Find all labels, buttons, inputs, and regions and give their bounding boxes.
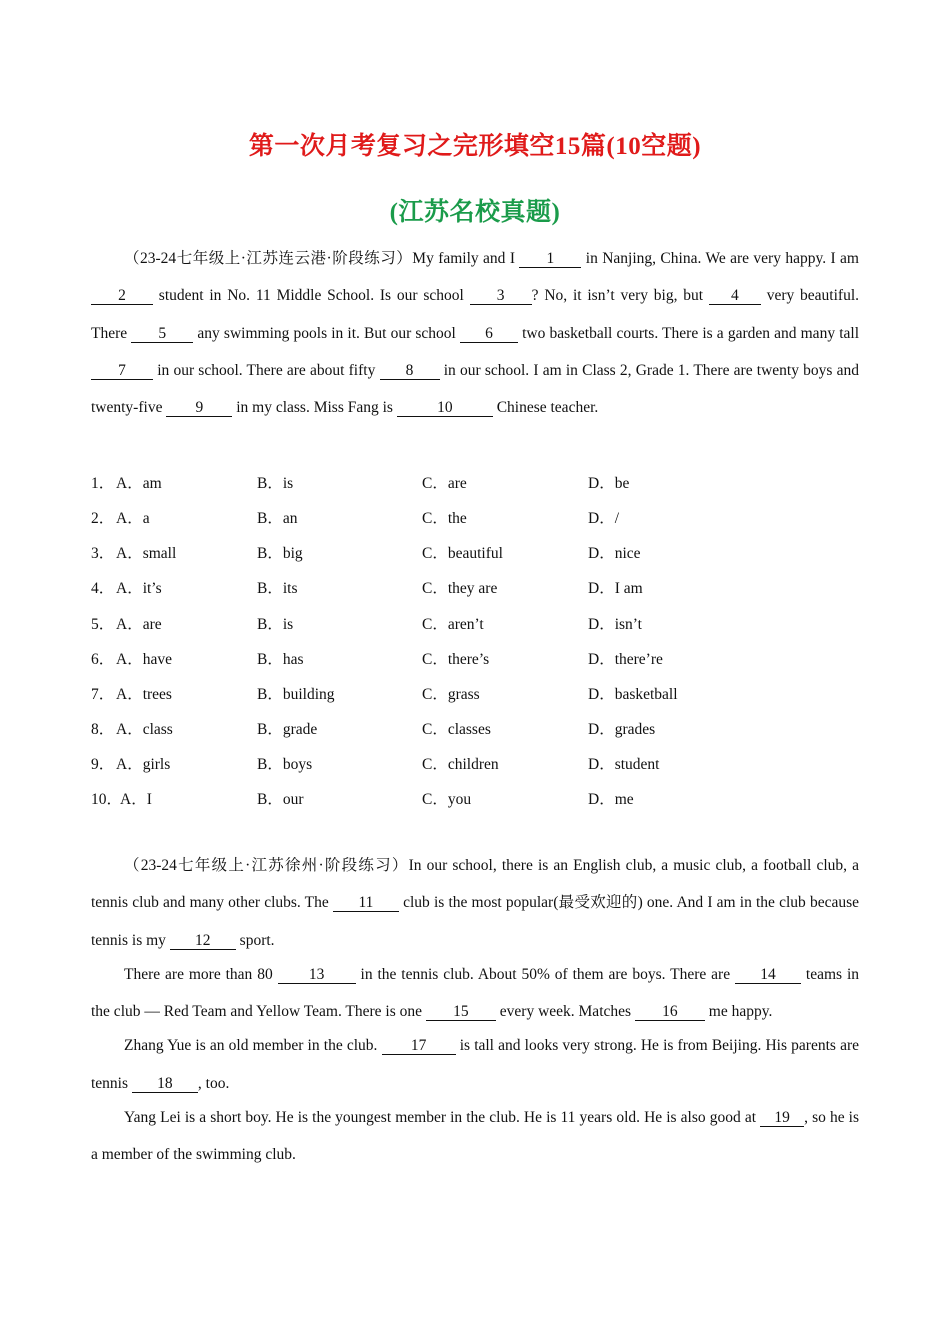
option-d[interactable]: D．nice [588,545,641,562]
option-a[interactable]: A．have [116,651,172,668]
option-a[interactable]: A．trees [116,686,172,703]
option-b[interactable]: B．building [257,686,335,703]
blank-13: 13 [278,966,356,984]
blank-11: 11 [333,894,399,912]
question-row: 3． A．small B．big C．beautiful D．nice [91,541,871,563]
option-b[interactable]: B．is [257,616,294,633]
blank-6: 6 [460,325,518,343]
option-b[interactable]: B．grade [257,721,318,738]
option-d[interactable]: D．be [588,475,630,492]
passage-2-paragraph: Yang Lei is a short boy. He is the youngest member in the club. He is 11 years old. He is also good at 19 , so he is a member of the swimming club. [91,1109,860,1164]
option-d[interactable]: D．me [588,791,634,808]
option-b[interactable]: B．an [257,510,298,527]
blank-9: 9 [166,399,232,417]
option-d[interactable]: D．basketball [588,686,678,703]
blank-5: 5 [131,325,193,343]
option-b[interactable]: B．big [257,545,303,562]
question-row: 10． A．I B．our C．you D．me [91,787,871,809]
option-c[interactable]: C．they are [422,580,498,597]
question-row: 9． A．girls B．boys C．children D．student [91,752,871,774]
option-a[interactable]: A．small [116,545,177,562]
question-row: 2． A．a B．an C．the D．/ [91,506,871,528]
passage-2 [91,847,859,1174]
option-a[interactable]: A．class [116,721,173,738]
blank-18: 18 [132,1075,198,1093]
option-c[interactable]: C．there’s [422,651,490,668]
option-a[interactable]: A．a [116,510,150,527]
option-b[interactable]: B．our [257,791,304,808]
option-c[interactable]: C．classes [422,721,491,738]
page-subtitle: (江苏名校真题) [389,199,561,226]
blank-16: 16 [635,1003,705,1021]
option-b[interactable]: B．has [257,651,304,668]
blank-17: 17 [382,1037,456,1055]
option-d[interactable]: D．/ [588,510,620,527]
question-row: 6． A．have B．has C．there’s D．there’re [91,647,871,669]
option-a[interactable]: A．it’s [116,580,162,597]
passage-2-paragraph: Zhang Yue is an old member in the club. 17 is tall and looks very strong. He is from Beijing. His parents are tennis 18 , too. [91,1037,859,1092]
option-d[interactable]: D．I am [588,580,643,597]
option-b[interactable]: B．boys [257,756,313,773]
option-a[interactable]: A．girls [116,756,171,773]
option-a[interactable]: A．are [116,616,162,633]
option-d[interactable]: D．there’re [588,651,663,668]
blank-3: 3 [470,287,532,305]
option-d[interactable]: D．isn’t [588,616,642,633]
option-c[interactable]: C．beautiful [422,545,503,562]
question-row: 1． A．am B．is C．are D．be [91,471,871,493]
option-d[interactable]: D．student [588,756,660,773]
option-c[interactable]: C．you [422,791,472,808]
page-title: 第一次月考复习之完形填空15篇(10空题) [248,133,702,160]
option-a[interactable]: A．am [116,475,162,492]
blank-19: 19 [760,1109,804,1127]
blank-1: 1 [519,250,581,268]
option-c[interactable]: C．the [422,510,467,527]
option-b[interactable]: B．is [257,475,294,492]
passage-2-source: （23-24七年级上·江苏徐州·阶段练习） [124,857,409,874]
question-row: 5． A．are B．is C．aren’t D．isn’t [91,612,871,634]
question-row: 7． A．trees B．building C．grass D．basketball [91,682,871,704]
passage-2-paragraph: There are more than 80 13 in the tennis club. About 50% of them are boys. There are 14 teams in the club — Red Team and Yellow Team. There is one 15 every week. Matches 16 me happy. [91,965,859,1021]
blank-12: 12 [170,932,236,950]
option-c[interactable]: C．children [422,756,499,773]
blank-14: 14 [735,966,801,984]
blank-8: 8 [380,362,440,380]
passage-1-source: （23-24七年级上·江苏连云港·阶段练习） [124,250,413,267]
option-c[interactable]: C．aren’t [422,616,484,633]
option-a[interactable]: A．I [120,791,152,808]
blank-15: 15 [426,1003,496,1021]
blank-10: 10 [397,399,493,417]
passage-1: （23-24七年级上·江苏连云港·阶段练习）My family and I 1 in Nanjing, China. We are very happy. I am 2 student in No. 11 Middle School. Is our school 3 ? No, it isn’t very big, but 4 very beautiful. There 5 any swimming pools in it. But our school 6 two basketball courts. There is a garden and many tall 7 in our school. There are about fifty 8 in our school. I am in Class 2, Grade 1. There are twenty boys and twenty-five 9 in my class. Miss Fang is 10 Chinese teacher. [91,250,860,417]
passage-2-paragraph: （23-24七年级上·江苏徐州·阶段练习）In our school, there is an English club, a music club, a football club, a tennis club and many other clubs. The 11 club is the most popular(最受欢迎的) one. And I am in the club because tennis is my 12 sport. [91,857,859,949]
option-b[interactable]: B．its [257,580,298,597]
blank-2: 2 [91,287,153,305]
question-row: 8． A．class B．grade C．classes D．grades [91,717,871,739]
option-c[interactable]: C．are [422,475,467,492]
question-row: 4． A．it’s B．its C．they are D．I am [91,576,871,598]
blank-7: 7 [91,362,153,380]
blank-4: 4 [709,287,761,305]
option-c[interactable]: C．grass [422,686,480,703]
option-d[interactable]: D．grades [588,721,656,738]
